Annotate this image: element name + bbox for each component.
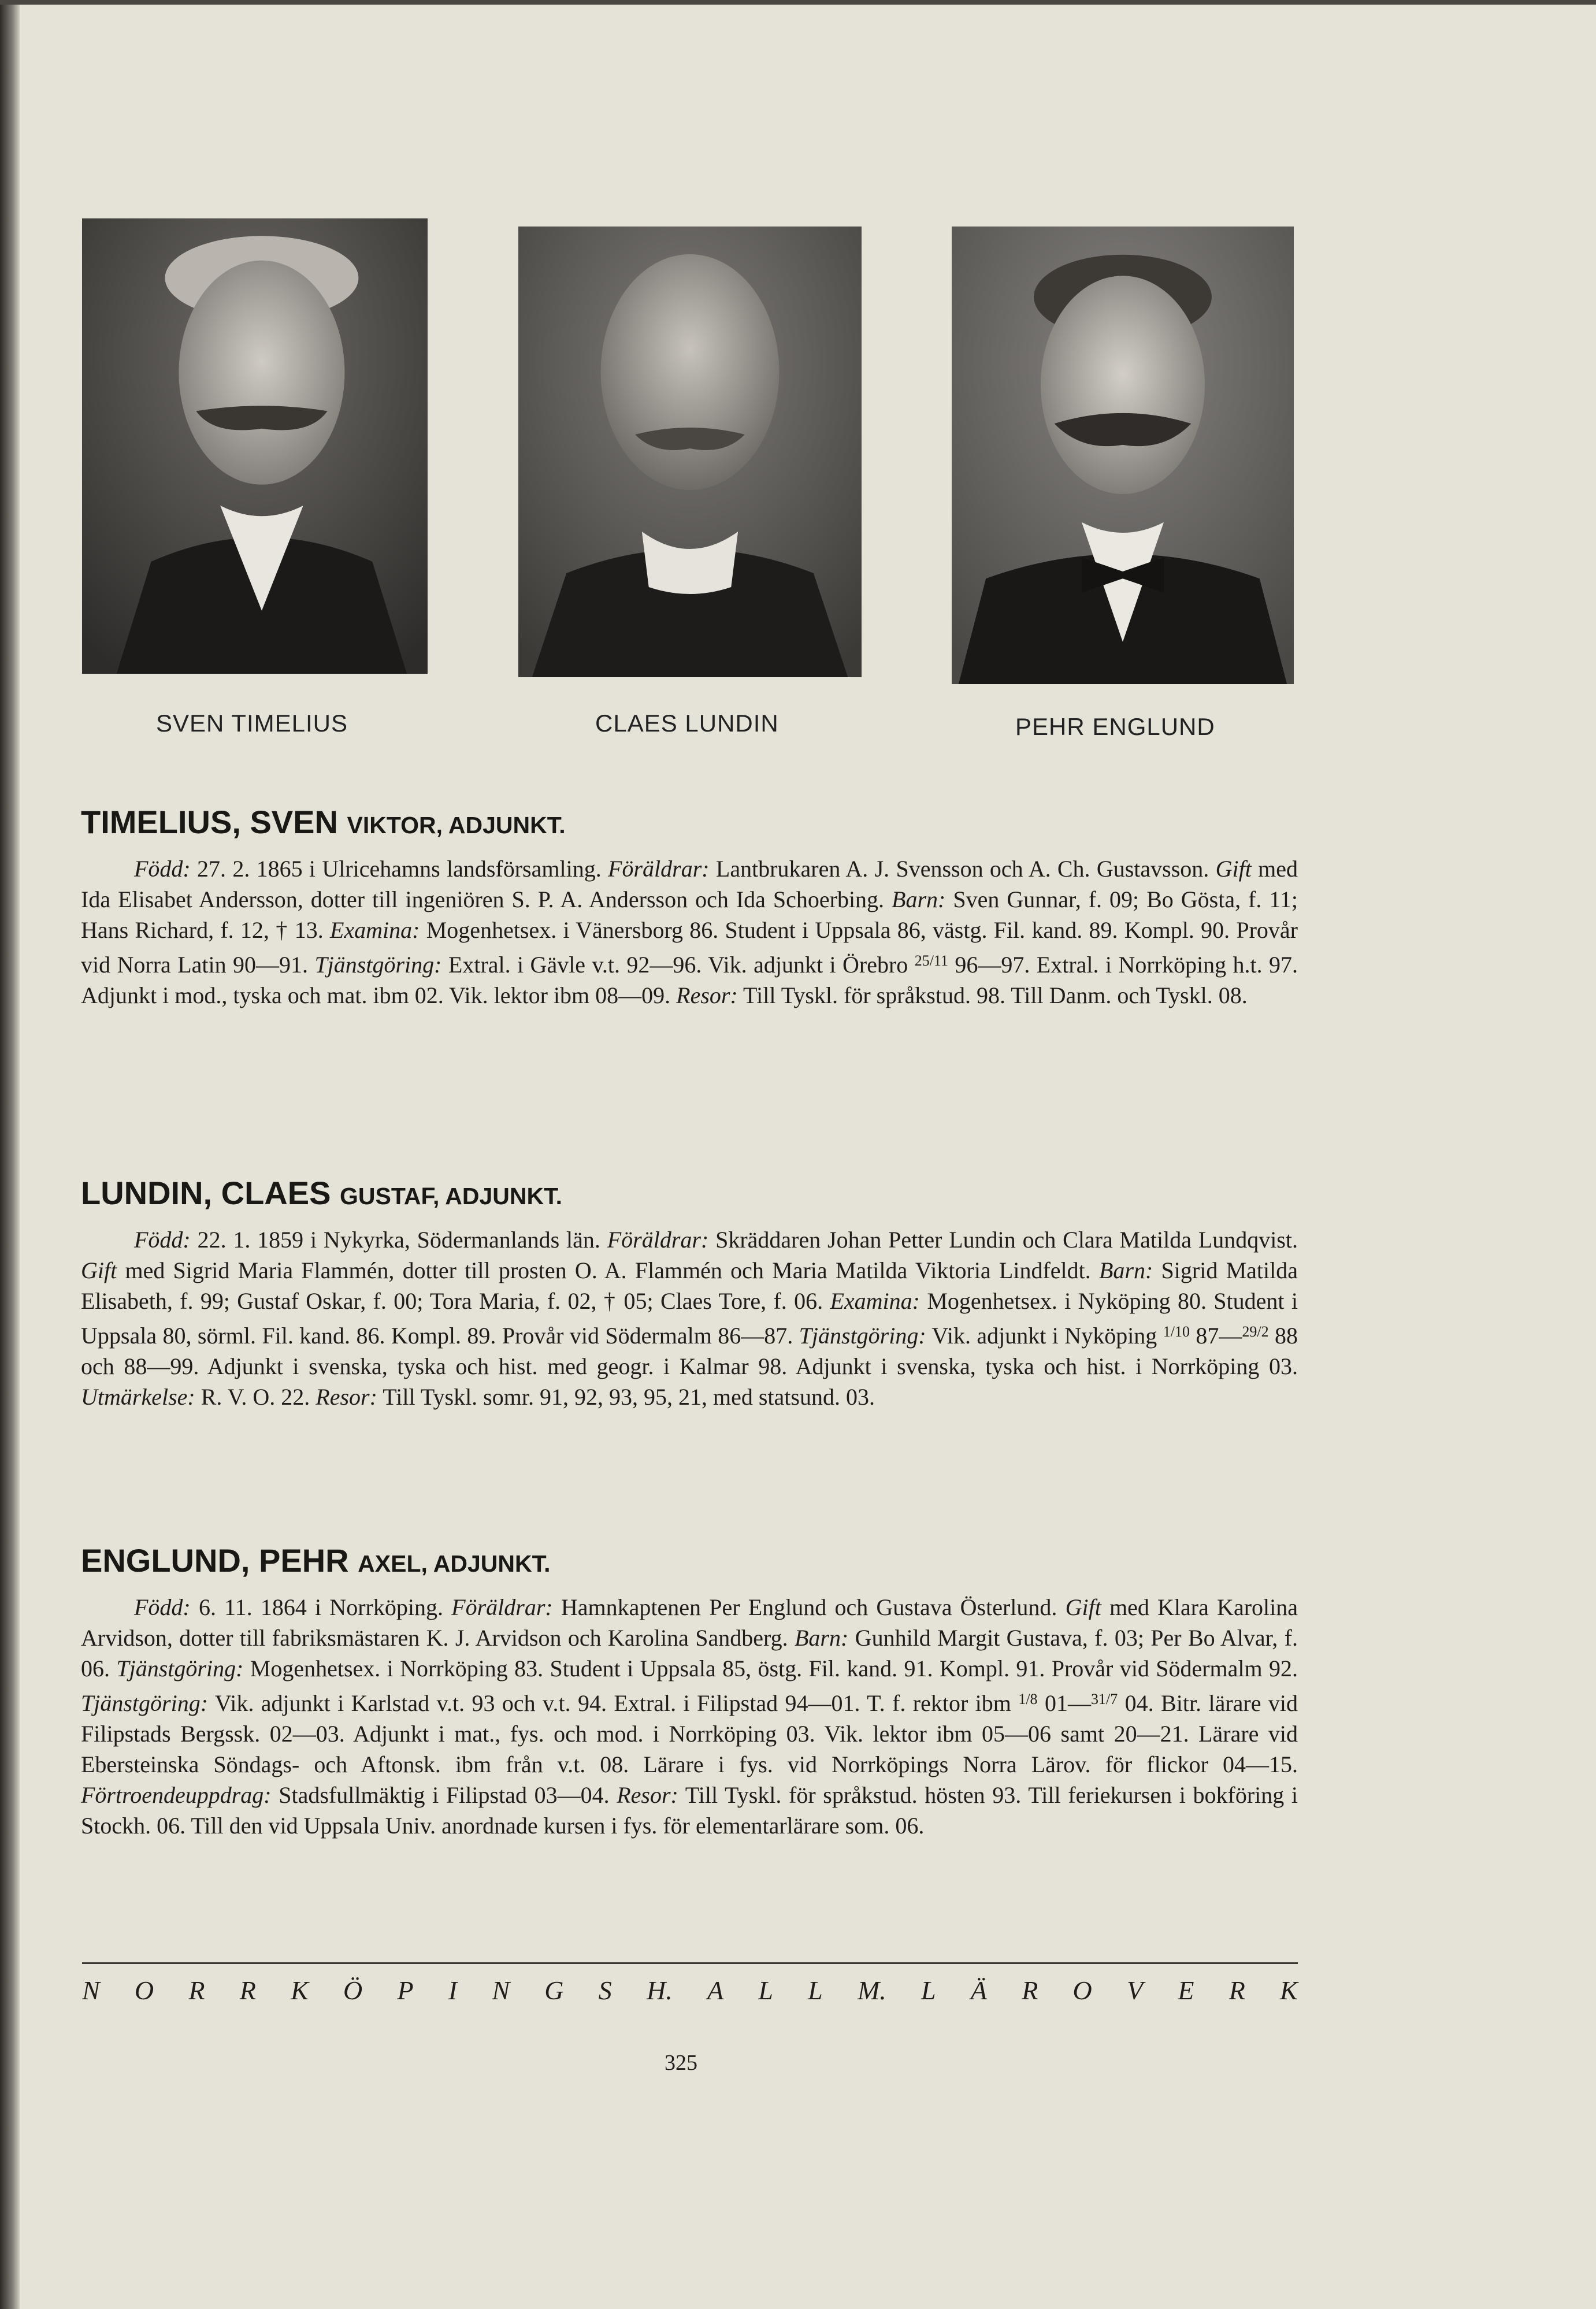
running-title-letter: Ö bbox=[343, 1976, 363, 2005]
field-label: Examina: bbox=[830, 1288, 920, 1314]
portrait-caption: PEHR ENGLUND bbox=[1015, 713, 1215, 740]
field-text: Stadsfullmäktig i Filipstad 03—04. bbox=[271, 1782, 617, 1808]
field-label: Gift bbox=[81, 1257, 117, 1283]
field-text: Sven Gunnar, f. 09; Bo Gösta, f. 11; Hans Richard, f. 12, † 13. bbox=[81, 886, 1298, 943]
running-title-letter: K bbox=[1280, 1976, 1298, 2005]
field-label: Resor: bbox=[617, 1782, 678, 1808]
field-text: 22. 1. 1859 i Nykyrka, Södermanlands län. bbox=[190, 1227, 607, 1253]
entry-body bbox=[81, 1224, 1298, 1412]
field-label: Tjänstgöring: bbox=[799, 1323, 926, 1349]
field-label: Gift bbox=[1215, 856, 1252, 882]
field-text: 88 och 88—99. Adjunkt i svenska, tyska och hist. med geogr. i Kalmar 98. Adjunkt i svenska, tyska och hist. i Norrköping 03. bbox=[81, 1323, 1298, 1379]
running-title-letter: N bbox=[492, 1976, 510, 2005]
field-label: Barn: bbox=[1099, 1257, 1153, 1283]
field-label: Resor: bbox=[676, 982, 738, 1008]
field-label: Gift bbox=[1065, 1594, 1101, 1620]
field-text: med Sigrid Maria Flammén, dotter till prosten O. A. Flammén och Maria Matilda Viktoria Lindfeldt. bbox=[117, 1257, 1099, 1283]
field-label: Föräldrar: bbox=[451, 1594, 553, 1620]
field-label: Föräldrar: bbox=[608, 856, 710, 882]
portrait-caption: CLAES LUNDIN bbox=[595, 710, 779, 737]
field-label: Examina: bbox=[329, 917, 420, 943]
field-text: Mogenhetsex. i Vänersborg 86. Student i Uppsala 86, västg. Fil. kand. 89. Kompl. 90. Provår vid Norra Latin 90—91. bbox=[81, 917, 1298, 978]
field-text: 04. Bitr. lärare vid Filipstads Bergssk. 02—03. Adjunkt i mat., fys. och mod. i Norrköping 03. Vik. lektor ibm 05—06 samt 20—21. Lärare vid Ebersteinska Söndags- och Aftonsk. ibm från v.t. 08. Lärare i fys. vid Norrköpings Norra Lärov. för flickor 04—15. bbox=[81, 1690, 1298, 1777]
running-title-letter: N bbox=[82, 1976, 100, 2005]
running-title-letter: M. bbox=[857, 1976, 886, 2005]
running-title-letter: O bbox=[134, 1976, 154, 2005]
running-title-letter: A bbox=[707, 1976, 724, 2005]
field-text: 01— bbox=[1037, 1690, 1091, 1716]
field-text: med Klara Karolina Arvidson, dotter till fabriksmästaren K. J. Arvidson och Karolina Sandberg. bbox=[81, 1594, 1298, 1651]
field-label: Föräldrar: bbox=[607, 1227, 709, 1253]
date-fraction: 29/2 bbox=[1242, 1323, 1269, 1340]
field-text: 96—97. Extral. i Norrköping h.t. 97. Adjunkt i mod., tyska och mat. ibm 02. Vik. lektor ibm 08—09. bbox=[81, 952, 1298, 1008]
field-text: Hamnkaptenen Per Englund och Gustava Österlund. bbox=[552, 1594, 1066, 1620]
running-title-letter: K bbox=[291, 1976, 309, 2005]
field-label: Resor: bbox=[316, 1384, 377, 1410]
field-text: Lantbrukaren A. J. Svensson och A. Ch. Gustavsson. bbox=[709, 856, 1216, 882]
field-text: Vik. adjunkt i Nyköping bbox=[926, 1323, 1163, 1349]
field-label: Barn: bbox=[794, 1625, 849, 1651]
page-number: 325 bbox=[665, 2051, 697, 2075]
date-fraction: 1/10 bbox=[1163, 1323, 1190, 1340]
running-title-letter: V bbox=[1127, 1976, 1144, 2005]
field-label: Förtroendeuppdrag: bbox=[81, 1782, 272, 1808]
entry-heading: TIMELIUS, SVEN VIKTOR, ADJUNKT. bbox=[81, 804, 566, 840]
field-text: Mogenhetsex. i Norrköping 83. Student i Uppsala 85, östg. Fil. kand. 91. Kompl. 91. Provår vid Södermalm 92. bbox=[243, 1655, 1298, 1681]
field-text: med Ida Elisabet Andersson, dotter till ingeniören S. P. A. Andersson och Ida Schoerbing. bbox=[81, 856, 1298, 912]
field-text: 27. 2. 1865 i Ulricehamns landsförsamling. bbox=[190, 856, 608, 882]
field-label: Tjänstgöring: bbox=[81, 1690, 209, 1716]
running-title-letter: G bbox=[544, 1976, 564, 2005]
footer-rule bbox=[82, 1962, 1298, 1964]
running-title-letter: R bbox=[188, 1976, 205, 2005]
running-title-letter: L bbox=[921, 1976, 936, 2005]
running-title bbox=[82, 1975, 1298, 2006]
running-title-letter: E bbox=[1178, 1976, 1194, 2005]
entry-heading: LUNDIN, CLAES GUSTAF, ADJUNKT. bbox=[81, 1175, 562, 1211]
page-edge-shadow bbox=[0, 0, 20, 2309]
portrait-pehr-englund bbox=[952, 227, 1294, 684]
portrait-caption: SVEN TIMELIUS bbox=[156, 710, 348, 737]
portrait-sven-timelius bbox=[82, 218, 428, 674]
entry-body bbox=[81, 1592, 1298, 1841]
running-title-letter: S bbox=[598, 1976, 612, 2005]
running-title-letter: R bbox=[1022, 1976, 1038, 2005]
running-title-letter: R bbox=[1228, 1976, 1245, 2005]
field-text: Gunhild Margit Gustava, f. 03; Per Bo Alvar, f. 06. bbox=[81, 1625, 1298, 1681]
portrait-claes-lundin bbox=[518, 227, 862, 677]
date-fraction: 1/8 bbox=[1018, 1691, 1038, 1707]
field-text: Skräddaren Johan Petter Lundin och Clara Matilda Lundqvist. bbox=[708, 1227, 1298, 1253]
field-text: Vik. adjunkt i Karlstad v.t. 93 och v.t. 94. Extral. i Filipstad 94—01. T. f. rektor ibm bbox=[208, 1690, 1019, 1716]
running-title-letter: I bbox=[448, 1976, 458, 2005]
field-label: Född: bbox=[134, 1594, 191, 1620]
date-fraction: 31/7 bbox=[1090, 1691, 1118, 1707]
field-text: Till Tyskl. somr. 91, 92, 93, 95, 21, med statsund. 03. bbox=[377, 1384, 875, 1410]
running-title-letter: P bbox=[397, 1976, 414, 2005]
biography-entry-englund bbox=[81, 1542, 1298, 1841]
field-label: Tjänstgöring: bbox=[314, 952, 442, 978]
field-text: Till Tyskl. för språkstud. 98. Till Danm. och Tyskl. 08. bbox=[737, 982, 1248, 1008]
entry-heading: ENGLUND, PEHR AXEL, ADJUNKT. bbox=[81, 1542, 551, 1579]
field-label: Barn: bbox=[892, 886, 946, 912]
running-title-letter: Ä bbox=[970, 1976, 987, 2005]
running-title-letter: H. bbox=[647, 1976, 673, 2005]
field-text: 6. 11. 1864 i Norrköping. bbox=[190, 1594, 452, 1620]
running-title-letter: L bbox=[808, 1976, 823, 2005]
field-text: Extral. i Gävle v.t. 92—96. Vik. adjunkt i Örebro bbox=[441, 952, 915, 978]
field-label: Född: bbox=[134, 856, 191, 882]
biography-entry-lundin bbox=[81, 1174, 1298, 1412]
field-label: Utmärkelse: bbox=[81, 1384, 195, 1410]
field-text: Sigrid Matilda Elisabeth, f. 99; Gustaf Oskar, f. 00; Tora Maria, f. 02, † 05; Claes Tore, f. 06. bbox=[81, 1257, 1298, 1314]
field-text: 87— bbox=[1189, 1323, 1242, 1349]
page-top-edge bbox=[0, 0, 1596, 5]
biography-entry-timelius bbox=[81, 803, 1298, 1011]
field-label: Tjänstgöring: bbox=[116, 1655, 244, 1681]
running-title-letter: L bbox=[758, 1976, 773, 2005]
field-label: Född: bbox=[134, 1227, 191, 1253]
field-text: R. V. O. 22. bbox=[195, 1384, 316, 1410]
entry-body bbox=[81, 853, 1298, 1011]
field-text: Till Tyskl. för språkstud. hösten 93. Till feriekursen i bokföring i Stockh. 06. Till den vid Uppsala Univ. anordnade kursen i fys. för elementarlärare som. 06. bbox=[81, 1782, 1298, 1839]
running-title-letter: O bbox=[1072, 1976, 1092, 2005]
field-text: Mogenhetsex. i Nyköping 80. Student i Uppsala 80, sörml. Fil. kand. 86. Kompl. 89. Provår vid Södermalm 86—87. bbox=[81, 1288, 1298, 1349]
running-title-letter: R bbox=[239, 1976, 256, 2005]
date-fraction: 25/11 bbox=[914, 952, 948, 969]
